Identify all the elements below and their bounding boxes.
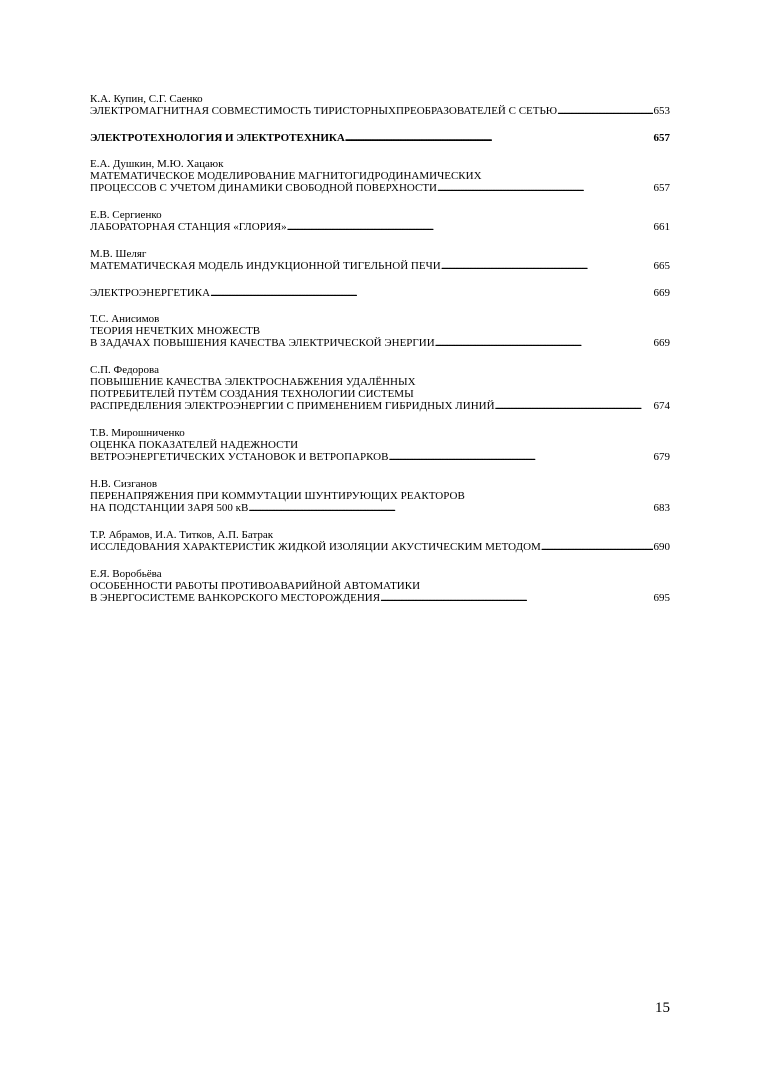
entry-title-row [90,337,670,349]
entry-authors: Т.С. Анисимов [90,313,160,325]
entry-title-line: ЛАБОРАТОРНАЯ СТАНЦИЯ «ГЛОРИЯ» [90,221,287,233]
entry-page-number: 661 [653,221,670,233]
entry-authors: Е.В. Сергиенко [90,209,162,221]
toc-entry [90,158,670,194]
dot-leader [435,337,653,349]
entry-title-row [90,260,670,272]
entry-authors: Н.В. Сизганов [90,478,158,490]
entry-title-line: В ЭНЕРГОСИСТЕМЕ ВАНКОРСКОГО МЕСТОРОЖДЕНИЯ [90,592,381,604]
entry-title-line: ИССЛЕДОВАНИЯ ХАРАКТЕРИСТИК ЖИДКОЙ ИЗОЛЯЦИИ АКУСТИЧЕСКИМ МЕТОДОМ [90,541,541,553]
dot-leader [380,592,652,604]
entry-authors: Е.А. Душкин, М.Ю. Хацаюк [90,158,224,170]
dot-leader [557,105,652,117]
entry-page-number: 669 [653,337,670,349]
entry-title-row [90,105,670,117]
entry-page-number: 690 [653,541,670,553]
entry-page-number: 683 [653,502,670,514]
entry-title-row [90,592,670,604]
entry-page-number: 669 [653,287,670,299]
entry-title-row [90,132,670,144]
entry-title-row [90,502,670,514]
toc-section [90,287,670,299]
toc-entry [90,478,670,514]
entry-page-number: 653 [653,105,670,117]
dot-leader [248,502,652,514]
entry-title-row [90,451,670,463]
entry-title-line: ОЦЕНКА ПОКАЗАТЕЛЕЙ НАДЕЖНОСТИ [90,439,299,451]
dot-leader [287,221,653,233]
entry-title-line: ПРОЦЕССОВ С УЧЕТОМ ДИНАМИКИ СВОБОДНОЙ ПОВЕРХНОСТИ [90,182,437,194]
entry-title-line: ПЕРЕНАПРЯЖЕНИЯ ПРИ КОММУТАЦИИ ШУНТИРУЮЩИХ РЕАКТОРОВ [90,490,465,502]
entry-page-number: 657 [653,182,670,194]
entry-title-line: РАСПРЕДЕЛЕНИЯ ЭЛЕКТРОЭНЕРГИИ С ПРИМЕНЕНИЕМ ГИБРИДНЫХ ЛИНИЙ [90,400,495,412]
entry-title-line: МАТЕМАТИЧЕСКАЯ МОДЕЛЬ ИНДУКЦИОННОЙ ТИГЕЛЬНОЙ ПЕЧИ [90,260,441,272]
entry-title-row [90,287,670,299]
dot-leader [210,287,652,299]
entry-title-line: ЭЛЕКТРОМАГНИТНАЯ СОВМЕСТИМОСТЬ ТИРИСТОРНЫХПРЕОБРАЗОВАТЕЛЕЙ С СЕТЬЮ [90,105,558,117]
entry-authors: С.П. Федорова [90,364,159,376]
toc-entry [90,568,670,604]
toc-section [90,132,670,144]
entry-title-line: ЭЛЕКТРОЭНЕРГЕТИКА [90,287,211,299]
entry-title-row [90,182,670,194]
entry-page-number: 674 [653,400,670,412]
entry-title-line: ПОТРЕБИТЕЛЕЙ ПУТЁМ СОЗДАНИЯ ТЕХНОЛОГИИ СИСТЕМЫ [90,388,414,400]
entry-authors: Т.В. Мирошниченко [90,427,185,439]
entry-title-row [90,221,670,233]
entry-title-line: ЭЛЕКТРОТЕХНОЛОГИЯ И ЭЛЕКТРОТЕХНИКА [90,132,345,144]
entry-title-line: ВЕТРОЭНЕРГЕТИЧЕСКИХ УСТАНОВОК И ВЕТРОПАРКОВ [90,451,389,463]
toc-entry [90,529,670,553]
entry-title-line: МАТЕМАТИЧЕСКОЕ МОДЕЛИРОВАНИЕ МАГНИТОГИДРОДИНАМИЧЕСКИХ [90,170,482,182]
entry-page-number: 657 [653,132,670,144]
table-of-contents [90,93,670,619]
entry-title-line: ТЕОРИЯ НЕЧЕТКИХ МНОЖЕСТВ [90,325,261,337]
dot-leader [437,182,653,194]
entry-authors: М.В. Шеляг [90,248,147,260]
entry-authors: Т.Р. Абрамов, И.А. Титков, А.П. Батрак [90,529,274,541]
entry-authors: К.А. Купин, С.Г. Саенко [90,93,203,105]
entry-title-row [90,541,670,553]
entry-title-line: ПОВЫШЕНИЕ КАЧЕСТВА ЭЛЕКТРОСНАБЖЕНИЯ УДАЛЁННЫХ [90,376,416,388]
entry-page-number: 695 [653,592,670,604]
toc-entry [90,313,670,349]
toc-entry [90,364,670,412]
entry-title-line: В ЗАДАЧАХ ПОВЫШЕНИЯ КАЧЕСТВА ЭЛЕКТРИЧЕСКОЙ ЭНЕРГИИ [90,337,435,349]
entry-title-line: НА ПОДСТАНЦИИ ЗАРЯ 500 кВ [90,502,249,514]
dot-leader [541,541,653,553]
dot-leader [345,132,653,144]
dot-leader [495,400,653,412]
dot-leader [441,260,653,272]
entry-authors: Е.Я. Воробьёва [90,568,162,580]
toc-entry [90,93,670,117]
entry-page-number: 679 [653,451,670,463]
page-number: 15 [655,1000,670,1016]
dot-leader [388,451,652,463]
toc-entry [90,427,670,463]
entry-title-line: ОСОБЕННОСТИ РАБОТЫ ПРОТИВОАВАРИЙНОЙ АВТОМАТИКИ [90,580,421,592]
toc-entry [90,248,670,272]
toc-entry [90,209,670,233]
entry-title-row [90,400,670,412]
entry-page-number: 665 [653,260,670,272]
